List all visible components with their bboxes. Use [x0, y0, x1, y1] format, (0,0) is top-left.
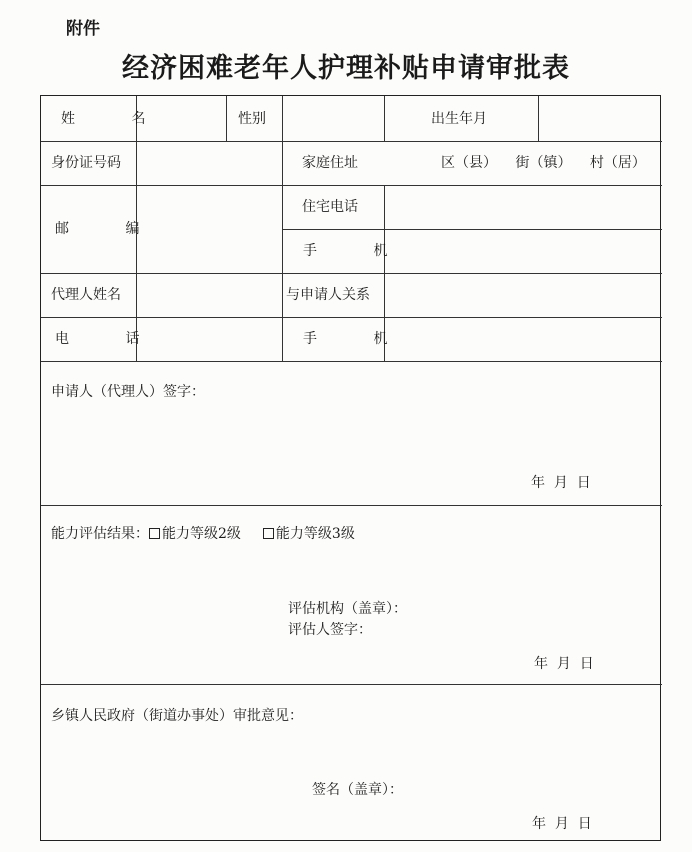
- row-divider: [41, 361, 662, 362]
- row-divider: [41, 185, 662, 186]
- address-hint: 区（县） 街（镇） 村（居）: [441, 155, 646, 171]
- row-divider: [282, 229, 662, 230]
- section-divider: [41, 505, 662, 506]
- level3-checkbox[interactable]: [263, 528, 274, 539]
- name-label: 姓 名: [61, 111, 172, 127]
- column-divider: [538, 96, 539, 141]
- relation-label: 与申请人关系: [286, 287, 370, 303]
- section-divider: [41, 684, 662, 685]
- row-divider: [41, 273, 662, 274]
- application-form: [40, 95, 661, 841]
- home-phone-label: 住宅电话: [302, 199, 358, 215]
- id-number-label: 身份证号码: [51, 155, 121, 171]
- assessment-date: 年 月 日: [534, 656, 594, 672]
- gender-label: 性别: [238, 111, 266, 127]
- approval-sign-label: 签名（盖章）：: [312, 782, 403, 798]
- row-divider: [41, 317, 662, 318]
- column-divider: [282, 96, 283, 361]
- assessor-sign-label: 评估人签字：: [288, 622, 372, 638]
- column-divider: [226, 96, 227, 141]
- assessment-org-label: 评估机构（盖章）：: [288, 601, 407, 617]
- assessment-label: 能力评估结果： 能力等级2级 能力等级3级: [51, 526, 355, 542]
- approval-label: 乡镇人民政府（街道办事处）审批意见：: [51, 708, 303, 724]
- level3-option: 能力等级3级: [275, 526, 355, 542]
- approval-date: 年 月 日: [532, 816, 592, 832]
- postcode-label: 邮 编: [55, 221, 166, 237]
- address-label: 家庭住址: [302, 155, 358, 171]
- level2-option: 能力等级2级: [162, 526, 241, 542]
- mobile2-label: 手 机: [303, 331, 414, 347]
- phone-label: 电 话: [55, 331, 166, 347]
- page-title: 经济困难老年人护理补贴申请审批表: [122, 53, 570, 84]
- level2-checkbox[interactable]: [149, 528, 160, 539]
- mobile-label: 手 机: [303, 243, 414, 259]
- row-divider: [41, 141, 662, 142]
- birth-label: 出生年月: [431, 111, 487, 127]
- agent-name-label: 代理人姓名: [51, 287, 121, 303]
- sign-date: 年 月 日: [531, 475, 591, 491]
- column-divider: [384, 96, 385, 141]
- attachment-label: 附件: [66, 19, 100, 39]
- applicant-sign-label: 申请人（代理人）签字：: [51, 384, 205, 400]
